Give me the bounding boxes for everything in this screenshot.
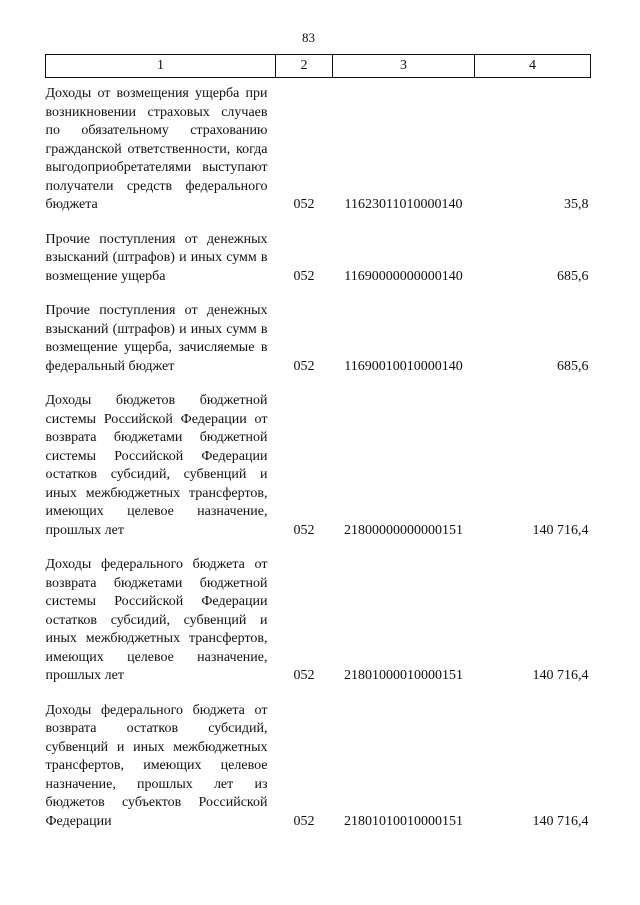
amount: 140 716,4	[532, 668, 589, 683]
revenue-name: Доходы от возмещения ущерба при возникновении страховых случаев по обязательному страхованию гражданской ответственности, когда выгодоприобретателями выступают получатели средств федерального бюджета	[45, 86, 268, 212]
classification-code: 11690010010000140	[344, 358, 463, 374]
table-row	[46, 385, 591, 549]
amount: 140 716,4	[532, 813, 589, 829]
table-row	[46, 224, 591, 296]
column-header-4: 4	[475, 55, 591, 78]
table-body	[46, 78, 591, 841]
revenue-name: Прочие поступления от денежных взысканий (штрафов) и иных сумм в возмещение ущерба	[45, 231, 268, 284]
revenue-name: Доходы федерального бюджета от возврата бюджетами бюджетной системы Российской Федерации остатков субсидий, субвенций и иных межбюджетных трансфертов, имеющих целевое назначение, прошлых лет	[45, 557, 268, 683]
table-row	[46, 295, 591, 385]
classification-code: 21801000010000151	[344, 668, 463, 683]
classification-code: 21801010010000151	[344, 813, 463, 829]
table-row	[46, 695, 591, 841]
table-row	[46, 78, 591, 224]
admin-code: 052	[293, 522, 315, 538]
table-header	[46, 55, 591, 78]
revenue-table	[45, 54, 591, 840]
admin-code: 052	[293, 813, 315, 829]
column-header-1: 1	[46, 55, 276, 78]
column-header-3: 3	[333, 55, 475, 78]
page-number: 83	[302, 30, 315, 45]
classification-code: 21800000000000151	[344, 522, 463, 538]
revenue-name: Прочие поступления от денежных взысканий (штрафов) и иных сумм в возмещение ущерба, зачисляемые в федеральный бюджет	[45, 303, 268, 374]
header-row	[46, 55, 591, 78]
admin-code: 052	[293, 268, 315, 284]
revenue-name: Доходы бюджетов бюджетной системы Российской Федерации от возврата бюджетами бюджетной системы Российской Федерации остатков субсидий, субвенций и иных межбюджетных трансфертов, имеющих целевое назначение, прошлых лет	[45, 393, 268, 538]
classification-code: 11623011010000140	[344, 197, 463, 212]
revenue-name: Доходы федерального бюджета от возврата остатков субсидий, субвенций и иных межбюджетных трансфертов, имеющих целевое назначение, прошлых лет из бюджетов субъектов Российской Федерации	[45, 702, 268, 829]
amount: 35,8	[564, 197, 589, 212]
amount: 685,6	[557, 358, 589, 374]
classification-code: 11690000000000140	[344, 268, 463, 284]
admin-code: 052	[293, 197, 315, 212]
amount: 140 716,4	[532, 522, 589, 538]
amount: 685,6	[557, 268, 589, 284]
admin-code: 052	[293, 358, 315, 374]
column-header-2: 2	[276, 55, 333, 78]
admin-code: 052	[293, 668, 315, 683]
table-row	[46, 549, 591, 695]
